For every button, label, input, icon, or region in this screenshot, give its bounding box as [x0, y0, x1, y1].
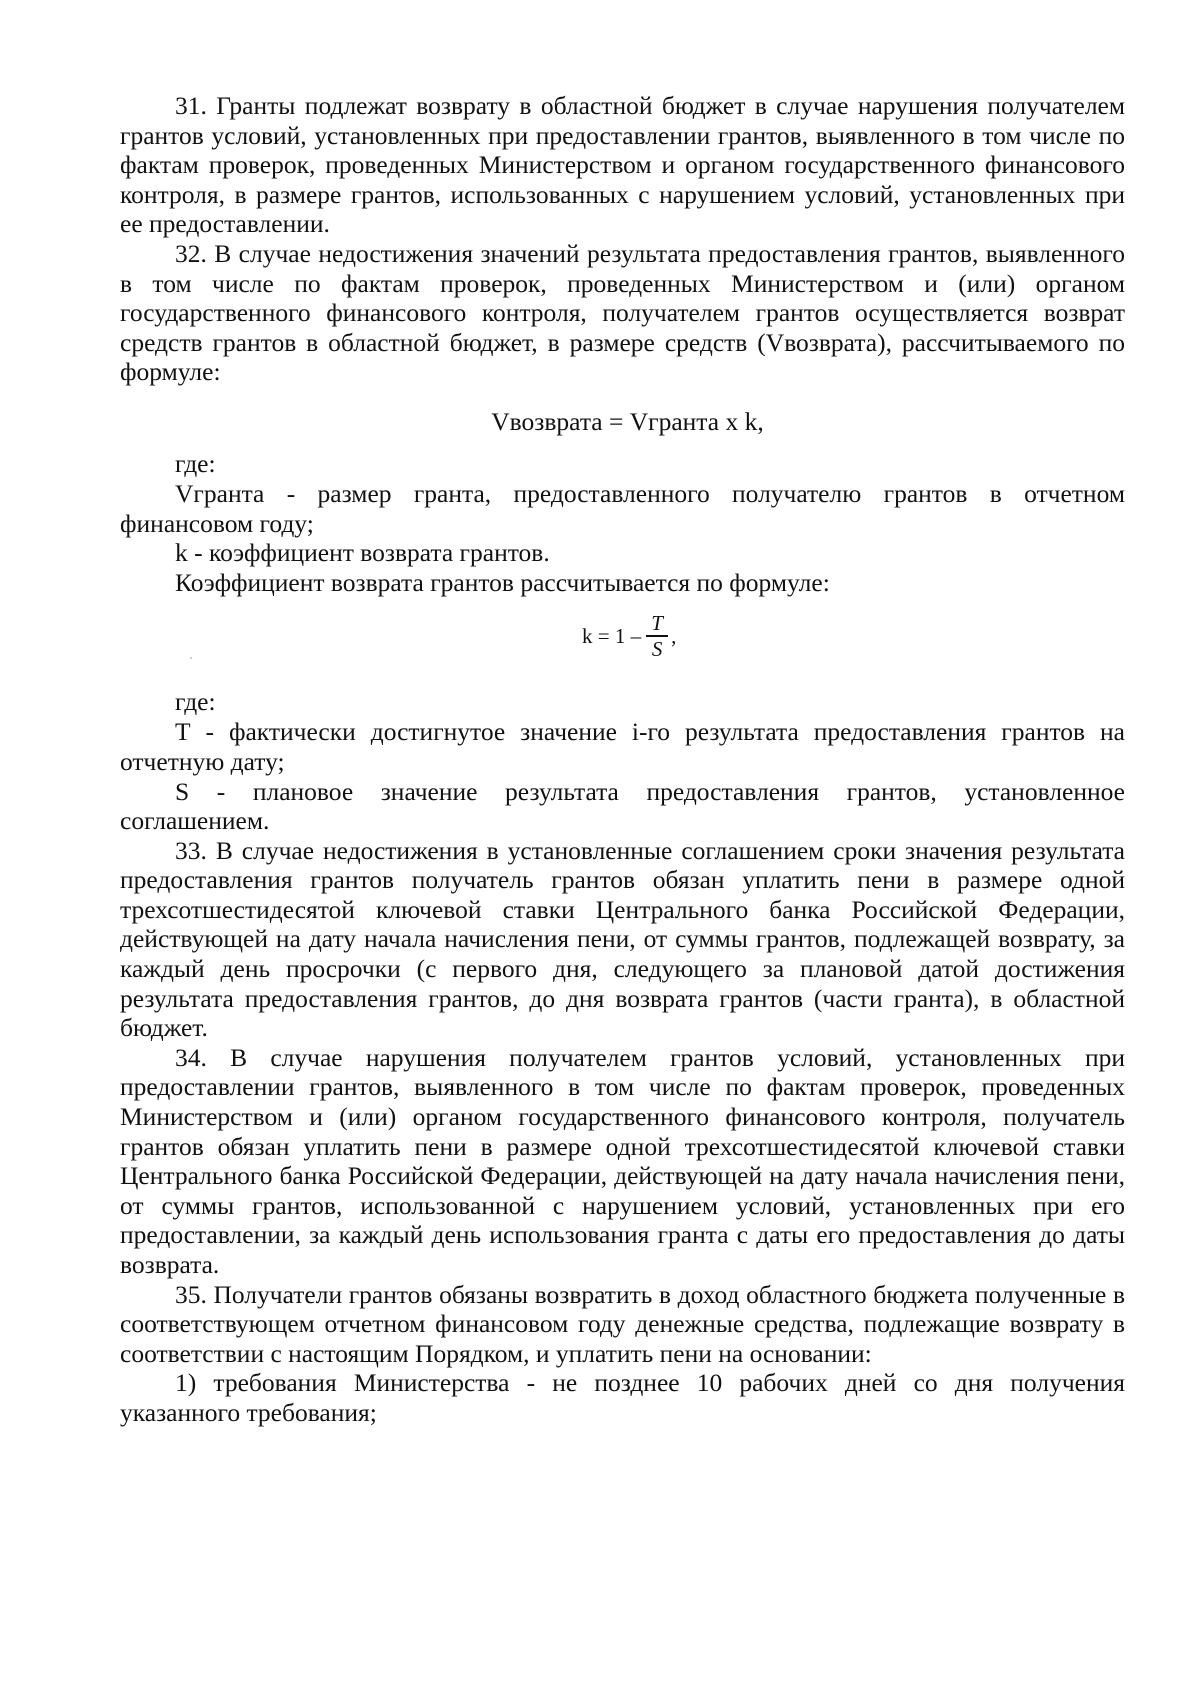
fraction-denominator: S — [651, 636, 663, 661]
paragraph-35: 35. Получатели грантов обязаны возвратить в доход областного бюджета полученные в соответствующем отчетном финансовом году денежные средства, подлежащие возврату в соответствии с настоящим Порядком, и уплатить пени на основании: — [120, 1279, 1125, 1368]
definition-k: k - коэффициент возврата грантов. — [175, 538, 550, 568]
definition-t: Т - фактически достигнутое значение i-го результата предоставления грантов на отчетную дату; — [120, 717, 1125, 776]
formula-k-trail: , — [671, 623, 677, 648]
scan-dot — [190, 657, 192, 659]
formula-k — [120, 605, 1125, 685]
paragraph-31: 31. Гранты подлежат возврату в областной бюджет в случае нарушения получателем грантов условий, установленных при предоставлении грантов, выявленного в том числе по фактам проверок, проведенных Министерством и органом государственного финансового контроля, в размере грантов, использованных с нарушением условий, установленных при ее предоставлении. — [120, 91, 1125, 239]
paragraph-34: 34. В случае нарушения получателем грантов условий, установленных при предоставлении грантов, выявленного в том числе по фактам проверок, проведенных Министерством и (или) органом государственного финансового контроля, получатель грантов обязан уплатить пени в размере одной трехсотшестидесятой ключевой ставки Центрального банка Российской Федерации, действующей на дату начала начисления пени, от суммы грантов, использованной с нарушением условий, установленных при его предоставлении, за каждый день использования гранта с даты его предоставления до даты возврата. — [120, 1042, 1125, 1279]
formula-k-expression — [582, 611, 676, 661]
formula-k-lhs: k = 1 – — [582, 623, 642, 648]
fraction-numerator: T — [651, 611, 663, 636]
definition-s: S - плановое значение результата предоставления грантов, установленное соглашением. — [120, 776, 1125, 836]
where-label-2: где: — [175, 687, 216, 717]
fraction-t-over-s — [646, 611, 668, 661]
definition-vgranta: Vгранта - размер гранта, предоставленного получателю грантов в отчетном финансовом году; — [120, 478, 1125, 538]
k-formula-intro: Коэффициент возврата грантов рассчитывается по формуле: — [175, 567, 830, 597]
paragraph-35-item-1: 1) требования Министерства - не позднее 10 рабочих дней со дня получения указанного требования; — [120, 1368, 1125, 1427]
formula-vvozvrata: Vвозврата = Vгранта x k, — [491, 406, 764, 436]
paragraph-32: 32. В случае недостижения значений результата предоставления грантов, выявленного в том числе по фактам проверок, проведенных Министерством и (или) органом государственного финансового контроля, получателем грантов осуществляется возврат средств грантов в областной бюджет, в размере средств (Vвозврата), рассчитываемого по формуле: — [120, 238, 1125, 387]
paragraph-33: 33. В случае недостижения в установленные соглашением сроки значения результата предоставления грантов получатель грантов обязан уплатить пени в размере одной трехсотшестидесятой ключевой ставки Центрального банка Российской Федерации, действующей на дату начала начисления пени, от суммы грантов, подлежащей возврату, за каждый день просрочки (с первого дня, следующего за плановой датой достижения результата предоставления грантов, до дня возврата грантов (части гранта), в областной бюджет. — [120, 835, 1125, 1043]
where-label-1: где: — [175, 448, 216, 478]
